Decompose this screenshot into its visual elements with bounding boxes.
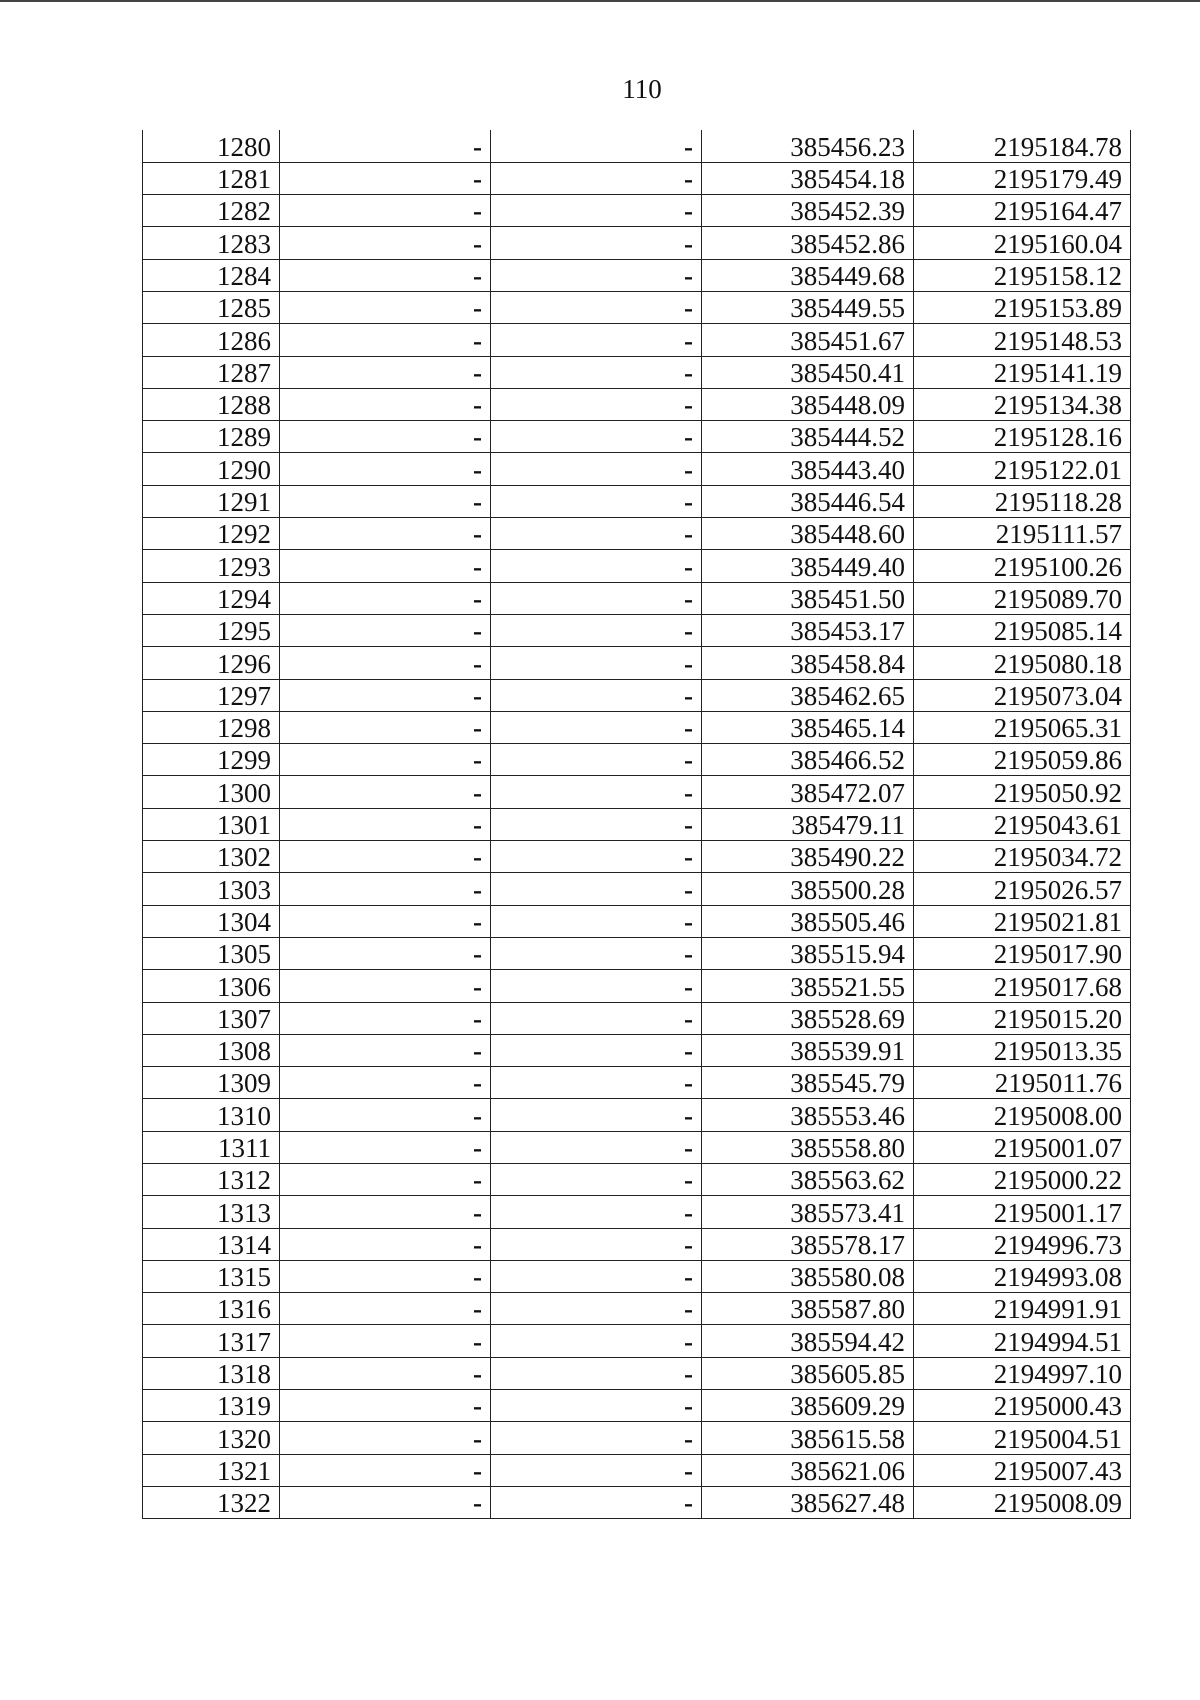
x-coordinate-cell: 385449.40 [702,550,914,582]
point-number-cell: 1287 [143,356,280,388]
table-row [143,130,1131,162]
blank-cell-b: - [491,1067,702,1099]
point-number-cell: 1285 [143,291,280,323]
point-number-cell: 1292 [143,518,280,550]
x-coordinate-cell: 385621.06 [702,1454,914,1486]
blank-cell-a: - [280,518,491,550]
y-coordinate-cell: 2195179.49 [914,162,1131,194]
x-coordinate-cell: 385453.17 [702,614,914,646]
blank-cell-b: - [491,1293,702,1325]
y-coordinate-cell: 2195059.86 [914,744,1131,776]
x-coordinate-cell: 385448.60 [702,518,914,550]
y-coordinate-cell: 2195118.28 [914,485,1131,517]
table-row [143,776,1131,808]
point-number-cell: 1305 [143,937,280,969]
blank-cell-b: - [491,485,702,517]
blank-cell-b: - [491,1357,702,1389]
blank-cell-a: - [280,259,491,291]
point-number-cell: 1293 [143,550,280,582]
table-row [143,162,1131,194]
point-number-cell: 1297 [143,679,280,711]
x-coordinate-cell: 385587.80 [702,1293,914,1325]
table-row [143,937,1131,969]
blank-cell-a: - [280,679,491,711]
table-row [143,1325,1131,1357]
y-coordinate-cell: 2195089.70 [914,582,1131,614]
x-coordinate-cell: 385450.41 [702,356,914,388]
x-coordinate-cell: 385609.29 [702,1390,914,1422]
y-coordinate-cell: 2195100.26 [914,550,1131,582]
point-number-cell: 1308 [143,1034,280,1066]
table-row [143,1390,1131,1422]
x-coordinate-cell: 385446.54 [702,485,914,517]
y-coordinate-cell: 2195008.00 [914,1099,1131,1131]
blank-cell-a: - [280,970,491,1002]
x-coordinate-cell: 385580.08 [702,1260,914,1292]
point-number-cell: 1309 [143,1067,280,1099]
y-coordinate-cell: 2194994.51 [914,1325,1131,1357]
y-coordinate-cell: 2195043.61 [914,808,1131,840]
blank-cell-b: - [491,1131,702,1163]
x-coordinate-cell: 385444.52 [702,421,914,453]
table-row [143,324,1131,356]
point-number-cell: 1307 [143,1002,280,1034]
blank-cell-a: - [280,162,491,194]
y-coordinate-cell: 2195017.68 [914,970,1131,1002]
blank-cell-a: - [280,550,491,582]
coordinates-table-body [143,130,1131,1519]
table-row [143,1422,1131,1454]
table-row [143,1293,1131,1325]
table-row [143,356,1131,388]
table-row [143,679,1131,711]
point-number-cell: 1289 [143,421,280,453]
blank-cell-b: - [491,808,702,840]
y-coordinate-cell: 2195008.09 [914,1486,1131,1518]
y-coordinate-cell: 2195000.43 [914,1390,1131,1422]
table-row [143,873,1131,905]
blank-cell-a: - [280,905,491,937]
y-coordinate-cell: 2195164.47 [914,195,1131,227]
blank-cell-a: - [280,1390,491,1422]
y-coordinate-cell: 2195128.16 [914,421,1131,453]
blank-cell-b: - [491,1390,702,1422]
table-row [143,1357,1131,1389]
x-coordinate-cell: 385452.39 [702,195,914,227]
point-number-cell: 1321 [143,1454,280,1486]
blank-cell-a: - [280,356,491,388]
table-row [143,485,1131,517]
blank-cell-b: - [491,1228,702,1260]
page-number: 110 [622,74,662,104]
x-coordinate-cell: 385545.79 [702,1067,914,1099]
table-row [143,1164,1131,1196]
blank-cell-a: - [280,1486,491,1518]
blank-cell-b: - [491,1325,702,1357]
blank-cell-a: - [280,130,491,162]
blank-cell-a: - [280,1293,491,1325]
y-coordinate-cell: 2195007.43 [914,1454,1131,1486]
table-row [143,259,1131,291]
blank-cell-a: - [280,1099,491,1131]
blank-cell-b: - [491,582,702,614]
blank-cell-a: - [280,388,491,420]
blank-cell-b: - [491,905,702,937]
blank-cell-a: - [280,744,491,776]
blank-cell-b: - [491,421,702,453]
point-number-cell: 1283 [143,227,280,259]
point-number-cell: 1284 [143,259,280,291]
blank-cell-b: - [491,518,702,550]
blank-cell-a: - [280,614,491,646]
y-coordinate-cell: 2195001.07 [914,1131,1131,1163]
y-coordinate-cell: 2195153.89 [914,291,1131,323]
y-coordinate-cell: 2195141.19 [914,356,1131,388]
blank-cell-b: - [491,614,702,646]
y-coordinate-cell: 2195158.12 [914,259,1131,291]
blank-cell-b: - [491,259,702,291]
table-row [143,1260,1131,1292]
y-coordinate-cell: 2195004.51 [914,1422,1131,1454]
y-coordinate-cell: 2195011.76 [914,1067,1131,1099]
point-number-cell: 1294 [143,582,280,614]
x-coordinate-cell: 385563.62 [702,1164,914,1196]
x-coordinate-cell: 385539.91 [702,1034,914,1066]
table-row [143,614,1131,646]
x-coordinate-cell: 385449.55 [702,291,914,323]
blank-cell-a: - [280,324,491,356]
table-row [143,970,1131,1002]
blank-cell-a: - [280,1131,491,1163]
blank-cell-b: - [491,356,702,388]
point-number-cell: 1319 [143,1390,280,1422]
point-number-cell: 1320 [143,1422,280,1454]
point-number-cell: 1280 [143,130,280,162]
table-row [143,1228,1131,1260]
blank-cell-b: - [491,1002,702,1034]
blank-cell-b: - [491,1034,702,1066]
x-coordinate-cell: 385615.58 [702,1422,914,1454]
x-coordinate-cell: 385448.09 [702,388,914,420]
y-coordinate-cell: 2195013.35 [914,1034,1131,1066]
x-coordinate-cell: 385443.40 [702,453,914,485]
blank-cell-b: - [491,388,702,420]
point-number-cell: 1286 [143,324,280,356]
blank-cell-b: - [491,162,702,194]
y-coordinate-cell: 2194991.91 [914,1293,1131,1325]
blank-cell-b: - [491,1196,702,1228]
table-row [143,905,1131,937]
blank-cell-b: - [491,841,702,873]
blank-cell-b: - [491,324,702,356]
blank-cell-a: - [280,808,491,840]
blank-cell-b: - [491,776,702,808]
point-number-cell: 1306 [143,970,280,1002]
table-row [143,711,1131,743]
y-coordinate-cell: 2195017.90 [914,937,1131,969]
x-coordinate-cell: 385553.46 [702,1099,914,1131]
blank-cell-a: - [280,776,491,808]
x-coordinate-cell: 385451.67 [702,324,914,356]
table-row [143,1486,1131,1518]
point-number-cell: 1301 [143,808,280,840]
point-number-cell: 1313 [143,1196,280,1228]
point-number-cell: 1304 [143,905,280,937]
y-coordinate-cell: 2195184.78 [914,130,1131,162]
table-row [143,1034,1131,1066]
x-coordinate-cell: 385458.84 [702,647,914,679]
y-coordinate-cell: 2195073.04 [914,679,1131,711]
blank-cell-a: - [280,582,491,614]
x-coordinate-cell: 385521.55 [702,970,914,1002]
blank-cell-a: - [280,1067,491,1099]
point-number-cell: 1302 [143,841,280,873]
table-row [143,195,1131,227]
point-number-cell: 1317 [143,1325,280,1357]
y-coordinate-cell: 2195148.53 [914,324,1131,356]
table-row [143,388,1131,420]
x-coordinate-cell: 385528.69 [702,1002,914,1034]
point-number-cell: 1295 [143,614,280,646]
point-number-cell: 1281 [143,162,280,194]
blank-cell-b: - [491,873,702,905]
blank-cell-b: - [491,1454,702,1486]
point-number-cell: 1288 [143,388,280,420]
x-coordinate-cell: 385479.11 [702,808,914,840]
table-row [143,841,1131,873]
y-coordinate-cell: 2194997.10 [914,1357,1131,1389]
coordinates-table [142,130,1131,1519]
blank-cell-a: - [280,647,491,679]
y-coordinate-cell: 2195015.20 [914,1002,1131,1034]
blank-cell-b: - [491,1260,702,1292]
blank-cell-b: - [491,711,702,743]
blank-cell-a: - [280,291,491,323]
point-number-cell: 1291 [143,485,280,517]
point-number-cell: 1311 [143,1131,280,1163]
table-row [143,808,1131,840]
blank-cell-b: - [491,647,702,679]
x-coordinate-cell: 385578.17 [702,1228,914,1260]
y-coordinate-cell: 2195050.92 [914,776,1131,808]
page-top-edge [0,0,1200,2]
x-coordinate-cell: 385594.42 [702,1325,914,1357]
x-coordinate-cell: 385605.85 [702,1357,914,1389]
table-row [143,647,1131,679]
blank-cell-a: - [280,421,491,453]
point-number-cell: 1316 [143,1293,280,1325]
blank-cell-a: - [280,1422,491,1454]
blank-cell-a: - [280,1357,491,1389]
y-coordinate-cell: 2194996.73 [914,1228,1131,1260]
point-number-cell: 1303 [143,873,280,905]
point-number-cell: 1312 [143,1164,280,1196]
y-coordinate-cell: 2195085.14 [914,614,1131,646]
y-coordinate-cell: 2195026.57 [914,873,1131,905]
table-row [143,453,1131,485]
blank-cell-a: - [280,1164,491,1196]
blank-cell-a: - [280,841,491,873]
blank-cell-a: - [280,873,491,905]
y-coordinate-cell: 2195122.01 [914,453,1131,485]
x-coordinate-cell: 385573.41 [702,1196,914,1228]
point-number-cell: 1298 [143,711,280,743]
x-coordinate-cell: 385456.23 [702,130,914,162]
table-row [143,744,1131,776]
blank-cell-a: - [280,485,491,517]
blank-cell-a: - [280,1228,491,1260]
point-number-cell: 1310 [143,1099,280,1131]
point-number-cell: 1300 [143,776,280,808]
x-coordinate-cell: 385462.65 [702,679,914,711]
y-coordinate-cell: 2195065.31 [914,711,1131,743]
y-coordinate-cell: 2195111.57 [914,518,1131,550]
blank-cell-b: - [491,550,702,582]
point-number-cell: 1315 [143,1260,280,1292]
table-row [143,1131,1131,1163]
table-row [143,1196,1131,1228]
y-coordinate-cell: 2195021.81 [914,905,1131,937]
point-number-cell: 1299 [143,744,280,776]
table-row [143,582,1131,614]
table-row [143,1067,1131,1099]
point-number-cell: 1290 [143,453,280,485]
blank-cell-b: - [491,130,702,162]
x-coordinate-cell: 385515.94 [702,937,914,969]
point-number-cell: 1296 [143,647,280,679]
blank-cell-a: - [280,711,491,743]
table-row [143,1002,1131,1034]
x-coordinate-cell: 385452.86 [702,227,914,259]
table-row [143,1454,1131,1486]
blank-cell-a: - [280,1325,491,1357]
blank-cell-b: - [491,970,702,1002]
x-coordinate-cell: 385472.07 [702,776,914,808]
blank-cell-a: - [280,453,491,485]
x-coordinate-cell: 385449.68 [702,259,914,291]
x-coordinate-cell: 385627.48 [702,1486,914,1518]
point-number-cell: 1318 [143,1357,280,1389]
table-row [143,421,1131,453]
blank-cell-b: - [491,1486,702,1518]
blank-cell-a: - [280,1002,491,1034]
y-coordinate-cell: 2195001.17 [914,1196,1131,1228]
blank-cell-b: - [491,1164,702,1196]
table-row [143,291,1131,323]
blank-cell-b: - [491,1099,702,1131]
y-coordinate-cell: 2195000.22 [914,1164,1131,1196]
x-coordinate-cell: 385465.14 [702,711,914,743]
blank-cell-b: - [491,744,702,776]
blank-cell-a: - [280,1196,491,1228]
x-coordinate-cell: 385454.18 [702,162,914,194]
y-coordinate-cell: 2195160.04 [914,227,1131,259]
table-row [143,227,1131,259]
blank-cell-b: - [491,227,702,259]
x-coordinate-cell: 385500.28 [702,873,914,905]
blank-cell-a: - [280,937,491,969]
table-row [143,550,1131,582]
blank-cell-a: - [280,227,491,259]
blank-cell-b: - [491,453,702,485]
blank-cell-b: - [491,1422,702,1454]
blank-cell-a: - [280,1454,491,1486]
x-coordinate-cell: 385466.52 [702,744,914,776]
x-coordinate-cell: 385558.80 [702,1131,914,1163]
point-number-cell: 1314 [143,1228,280,1260]
x-coordinate-cell: 385490.22 [702,841,914,873]
blank-cell-a: - [280,1260,491,1292]
y-coordinate-cell: 2194993.08 [914,1260,1131,1292]
y-coordinate-cell: 2195134.38 [914,388,1131,420]
y-coordinate-cell: 2195034.72 [914,841,1131,873]
blank-cell-b: - [491,937,702,969]
blank-cell-a: - [280,1034,491,1066]
point-number-cell: 1282 [143,195,280,227]
blank-cell-b: - [491,679,702,711]
table-row [143,1099,1131,1131]
y-coordinate-cell: 2195080.18 [914,647,1131,679]
blank-cell-a: - [280,195,491,227]
blank-cell-b: - [491,195,702,227]
table-row [143,518,1131,550]
x-coordinate-cell: 385451.50 [702,582,914,614]
blank-cell-b: - [491,291,702,323]
x-coordinate-cell: 385505.46 [702,905,914,937]
point-number-cell: 1322 [143,1486,280,1518]
